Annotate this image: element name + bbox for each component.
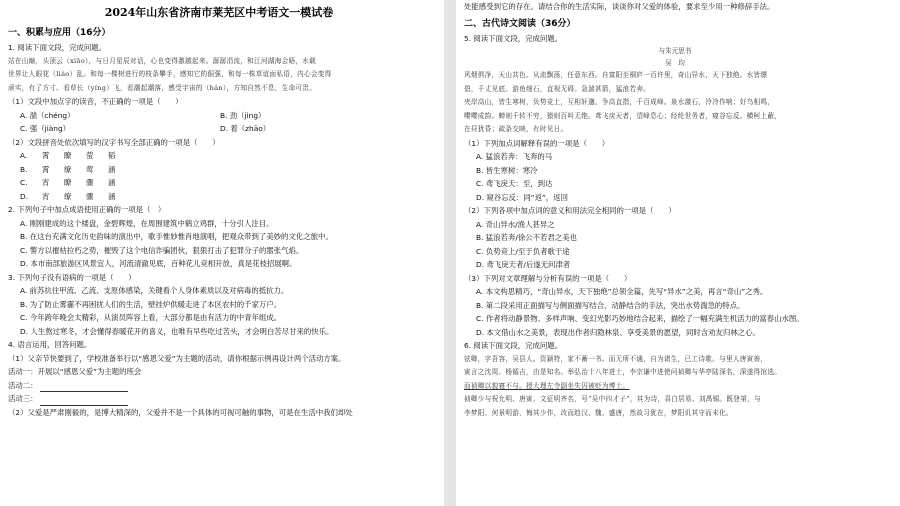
question-stem: 1. 阅读下面文段，完成问题。: [8, 43, 107, 52]
option[interactable]: A. 湍（chéng）: [20, 110, 75, 120]
option-char: 骤: [86, 191, 94, 201]
question-stem: 5. 阅读下面文段，完成问题。: [464, 33, 563, 43]
passage-line: 在昼犹昏；疏条交映，有时见日。: [464, 125, 568, 133]
question-stem: 6. 阅读下面文段，完成问题。: [464, 341, 563, 350]
option-char: 霄: [42, 151, 50, 160]
option[interactable]: A. 本文构思精巧，“奇山异水，天下独绝”总领全篇，先写“异水”之美，再言“奇山”之秀。: [476, 287, 768, 296]
option-char: 韬: [108, 151, 116, 160]
question-stem: （3）下列对文章理解与分析有误的一项是（ ）: [464, 273, 632, 283]
option[interactable]: D. 窥谷忘反：同“返”，返回: [476, 192, 568, 202]
option[interactable]: A. 前苏抗住甲流、乙流、支原体感染，关键看个人身体素质以及对病毒的抵抗力。: [20, 286, 289, 295]
option-letter: D.: [20, 191, 29, 201]
option-row[interactable]: [8, 163, 430, 177]
option-row: [8, 122, 430, 136]
option-row[interactable]: [8, 176, 430, 190]
option[interactable]: D. 鸢飞戾天者/后遂无问津者: [476, 260, 571, 269]
option-char: 霄: [42, 164, 50, 174]
question-stem: （1）父亲节快要到了，学校准备举行以“感恩父爱”为主题的活动，请你根据示例再设计两个活动方案。: [8, 353, 346, 363]
option-char: 萤: [86, 151, 94, 160]
passage-line: 铉卿，字吾容，吴县人。资颖特，家不蓄一书。而无所不通，自为诸生，已工诗歌。与里人唐寅善，: [464, 354, 768, 363]
question-stem: （1）文段中加点字的读音，不正确的一项是（ ）: [8, 97, 183, 106]
option-char: 瞭: [64, 178, 72, 187]
option[interactable]: B. 在这台充满文化历史韵味的演出中，歌手惟妙惟肖地演唱，把观众带到了美妙的文化之旅中。: [20, 232, 333, 241]
question-stem: （2）文段拼音处依次填写的汉字书写全部正确的一项是（ ）: [8, 137, 220, 147]
option[interactable]: B. 猛浪若奔/徐公不若君之美也: [476, 233, 577, 242]
passage-line-underlined: 而祯卿以貌寝不与。授大理左寺副坐失囚被贬为博士。: [464, 381, 630, 390]
option-char: 莺: [86, 164, 94, 174]
activity-label: 活动三：: [8, 394, 38, 403]
option-row[interactable]: [8, 190, 430, 204]
activity-example: 活动一：开展以“感恩父爱”为主题的班会: [8, 367, 142, 376]
option-char: 宵: [42, 178, 50, 187]
option[interactable]: D. 本市南部旅游区风景宜人，河流清澈见底，百种花儿竞相开放，真是花枝招展啊。: [20, 259, 297, 268]
option[interactable]: A. 猛浪若奔：飞奔的马: [476, 152, 553, 161]
option[interactable]: B. 皆生寒树：寒冷: [476, 165, 538, 175]
right-page: [456, 0, 900, 506]
answer-blank[interactable]: [40, 383, 128, 392]
passage-line: 风烟俱净，天山共色。从流飘荡，任意东西。自富阳至桐庐一百许里，奇山异水，天下独绝。水皆缥: [464, 71, 768, 79]
option[interactable]: C. 警方以摧枯拉朽之势，摧毁了这个电信诈骗团伙，狠狠打击了犯罪分子的嚣张气焰。: [20, 245, 304, 255]
option-letter: B.: [20, 164, 28, 174]
option[interactable]: B. 为了防止雾霾不再困扰人们的生活，壁挂炉供暖走进了本区农村的千家万户。: [20, 299, 282, 309]
poem-author: 吴 均: [665, 59, 685, 67]
question-stem: （2）父爱是严肃刚毅的，是博大精深的，父爱并不是一个具体的可视可触的事物，可是在生活中我们却处: [8, 407, 353, 417]
answer-blank[interactable]: [40, 397, 128, 406]
passage-line: 碧，千丈见底。游鱼细石，直视无碍。急湍甚箭，猛浪若奔。: [464, 84, 651, 93]
activity-line: [8, 379, 430, 393]
option[interactable]: D. 着（zhāo）: [220, 124, 271, 133]
option-char: 涵: [108, 164, 116, 174]
option[interactable]: C. 作者将动静景物、多样声响、变幻光影巧妙地结合起来，描绘了一幅充满生机活力的富春山水图。: [476, 314, 804, 323]
option-letter: A.: [20, 151, 28, 160]
activity-label: 活动二：: [8, 380, 38, 390]
question-stem: 处能感受到它的存在。请结合你的生活实际，谈谈你对父爱的体验，要求至少用一种修辞手法。: [464, 2, 775, 11]
option-row: [8, 109, 430, 123]
question-stem: （1）下列加点词解释有误的一项是（ ）: [464, 138, 610, 148]
option[interactable]: B. 第二段采用正面描写与侧面描写结合、动静结合的手法，突出水势湍急的特点。: [476, 300, 745, 310]
section-heading: 二、古代诗文阅读（36分）: [464, 18, 576, 29]
passage-line: 嘤嘤成韵。蝉则千转不穷，猿则百叫无绝。鸢飞戾天者，望峰息心；经纶世务者，窥谷忘反。横柯上蔽，: [464, 111, 782, 120]
left-page: [0, 0, 444, 506]
question-stem: 3. 下列句子没有语病的一项是（ ）: [8, 272, 136, 282]
option-char: 宵: [42, 191, 50, 201]
option[interactable]: A. 奇山异水/渔人甚异之: [476, 219, 555, 229]
question-stem: 2. 下列句子中加点成语使用正确的一项是（ ）: [8, 205, 166, 214]
passage-line: 站在山巅，头顶云（xiāo），与日月星辰对话，心也变得激越起来。潺潺涓流，和江河湖海会晤，水载: [8, 56, 317, 65]
activity-line: [8, 392, 430, 406]
option[interactable]: C. 强（jiàng）: [20, 124, 71, 133]
option-char: 骤: [86, 178, 94, 187]
option-char: 缭: [64, 191, 72, 201]
option[interactable]: D. 本文借山水之美景，表现出作者归隐林泉、享受美景的愿望，同时含劝友归林之心。: [476, 327, 760, 337]
option[interactable]: C. 鸢飞戾天：至，到达: [476, 179, 553, 188]
option-char: 涵: [108, 191, 116, 201]
option[interactable]: C. 负势竞上/至于负者歌于途: [476, 246, 570, 256]
option[interactable]: A. 刚刚建成的这个楼盘，金碧辉煌，在周围建筑中鹤立鸡群，十分引人注目。: [20, 218, 274, 228]
option-row[interactable]: [8, 149, 430, 163]
passage-line: 世界让人眼花（liáo）乱。和每一棵树进行的枝条攀手，感知它的倔强，和每一株草谊面私语，内心会变得: [8, 70, 332, 78]
section-heading: 一、积累与应用（16分）: [8, 28, 111, 38]
question-stem: （2）下列各项中加点词的意义和用法完全相同的一项是（ ）: [464, 206, 676, 215]
passage-line: 夹岸高山，皆生寒树，负势竞上，互相轩邈，争高直指，千百成峰。泉水激石，冷冷作响；好鸟相鸣，: [464, 98, 775, 106]
passage-line: 寅言之沈周、杨循吉，由是知名。举弘治十八年进士，李宗谦中进使问祯卿与华亭陆深名，深遂得馆选。: [464, 368, 782, 376]
option-char: 瞭: [64, 151, 72, 160]
option-letter: C.: [20, 178, 28, 187]
option-char: 涵: [108, 178, 116, 187]
exam-title: 2024年山东省济南市莱芜区中考语文一模试卷: [104, 6, 334, 19]
option[interactable]: B. 劲（jìng）: [220, 110, 266, 120]
passage-line: 祯卿少与祝允明、唐寅、文征明齐名，号“吴中四才子”，其为诗，喜白居易、刘禹锡。既登第，与: [464, 395, 761, 403]
option-char: 缭: [64, 164, 72, 174]
option[interactable]: D. 人生熬过寒冬，才会懂得春暖花开的喜义，也唯有早些吃过苦头，才会明白苦尽甘来的快乐。: [20, 326, 334, 336]
question-stem: 4. 语言运用，回答问题。: [8, 340, 92, 349]
passage-line: 李梦阳、何景明游，悔其少作，改而趋汉、魏、盛唐，然故习犹在，梦阳讥其守而未化。: [464, 408, 733, 417]
passage-line: 顽实，有了方寸。看草长（yíng）飞，看潮起潮落，感受宇宙的（hán），方知自然不息，生命可贵。: [8, 83, 317, 92]
option[interactable]: C. 今年跨年晚会太精彩，从演员阵容上看，大部分都是由有活力的中青年组成。: [20, 313, 282, 322]
poem-title: 与朱元思书: [658, 47, 692, 55]
